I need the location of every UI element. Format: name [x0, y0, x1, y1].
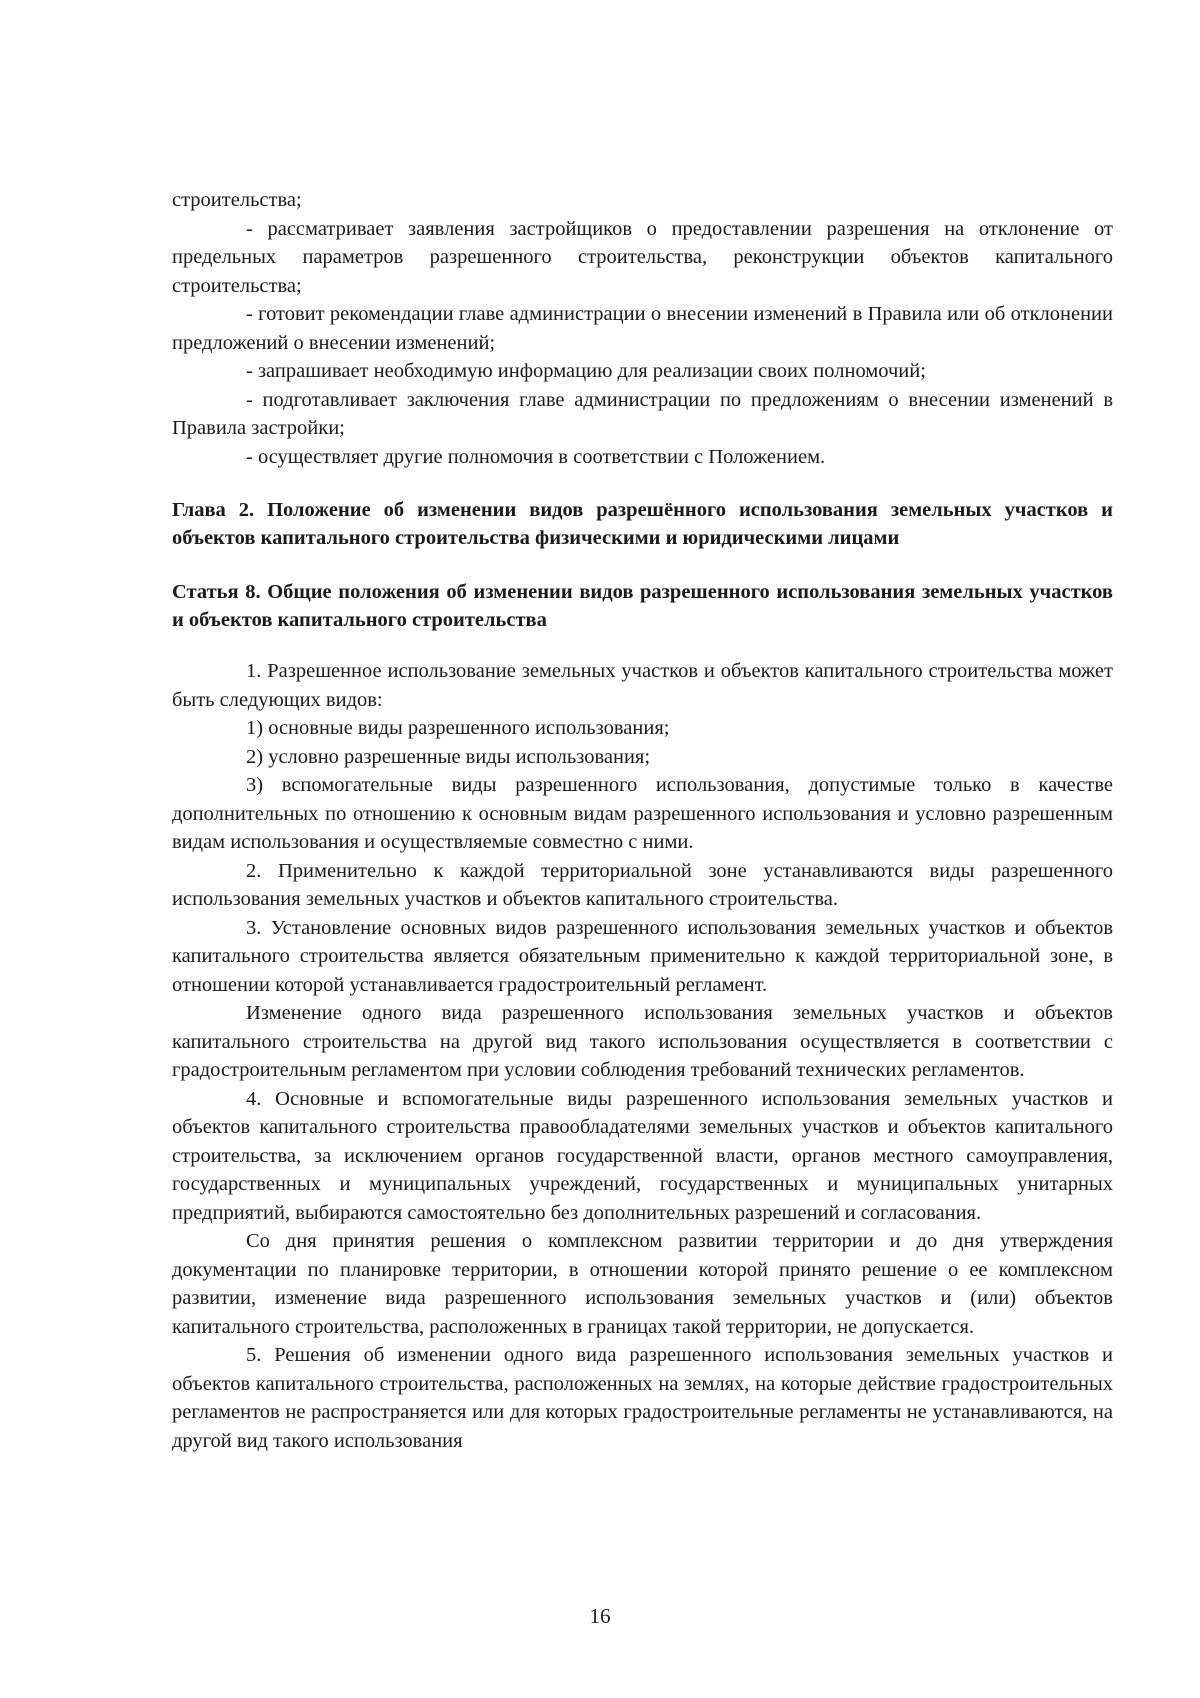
paragraph: Со дня принятия решения о комплексном развитии территории и до дня утверждения документации по планировке территории, в отношении которой принято решение о ее комплексном развитии, изменение вида разрешенного использования земельных участков и (или) объектов капитального строительства, расположенных в границах такой территории, не допускается. [172, 1230, 1113, 1338]
paragraph: 2. Применительно к каждой территориальной зоне устанавливаются виды разрешенного использования земельных участков и объектов капитального строительства. [172, 859, 1113, 910]
page-number: 16 [589, 1604, 611, 1628]
list-item: - готовит рекомендации главе администрации о внесении изменений в Правила или об отклонении предложений о внесении изменений; [172, 303, 1113, 354]
paragraph: 1. Разрешенное использование земельных участков и объектов капитального строительства может быть следующих видов: [172, 660, 1113, 711]
continuation-line: строительства; [172, 189, 302, 211]
paragraph: 3) вспомогательные виды разрешенного использования, допустимые только в качестве дополнительных по отношению к основным видам разрешенного использования и условно разрешенным видам использования и осуществляемые совместно с ними. [172, 774, 1113, 853]
list-item: - осуществляет другие полномочия в соответствии с Положением. [246, 445, 826, 468]
paragraph: 2) условно разрешенные виды использования; [246, 745, 651, 768]
article-heading: Статья 8. Общие положения об изменении видов разрешенного использования земельных участков и объектов капитального строительства [172, 581, 1113, 631]
paragraph: 3. Установление основных видов разрешенного использования земельных участков и объектов капитального строительства является обязательным применительно к каждой территориальной зоне, в отношении которой устанавливается градостроительный регламент. [172, 916, 1113, 996]
list-item: - подготавливает заключения главе администрации по предложениям о внесении изменений в Правила застройки; [172, 388, 1113, 439]
list-item: - запрашивает необходимую информацию для реализации своих полномочий; [246, 360, 926, 382]
paragraph: Изменение одного вида разрешенного использования земельных участков и объектов капитального строительства на другой вид такого использования осуществляется в соответствии с градостроительным регламентом при условии соблюдения требований технических регламентов. [172, 1002, 1113, 1081]
paragraph: 1) основные виды разрешенного использования; [246, 717, 670, 739]
page-content [172, 186, 1113, 1455]
paragraph: 5. Решения об изменении одного вида разрешенного использования земельных участков и объектов капитального строительства, расположенных на землях, на которые действие градостроительных регламентов не распространяется или для которых градостроительные регламенты не устанавливаются, на другой вид такого использования [172, 1344, 1113, 1452]
chapter-heading: Глава 2. Положение об изменении видов разрешённого использования земельных участков и объектов капитального строительства физическими и юридическими лицами [172, 499, 1113, 549]
list-item: - рассматривает заявления застройщиков о предоставлении разрешения на отклонение от предельных параметров разрешенного строительства, реконструкции объектов капитального строительства; [172, 217, 1113, 297]
paragraph: 4. Основные и вспомогательные виды разрешенного использования земельных участков и объектов капитального строительства правообладателями земельных участков и объектов капитального строительства, за исключением органов государственной власти, органов местного самоуправления, государственных и муниципальных учреждений, государственных и муниципальных унитарных предприятий, выбираются самостоятельно без дополнительных разрешений и согласования. [172, 1087, 1113, 1224]
